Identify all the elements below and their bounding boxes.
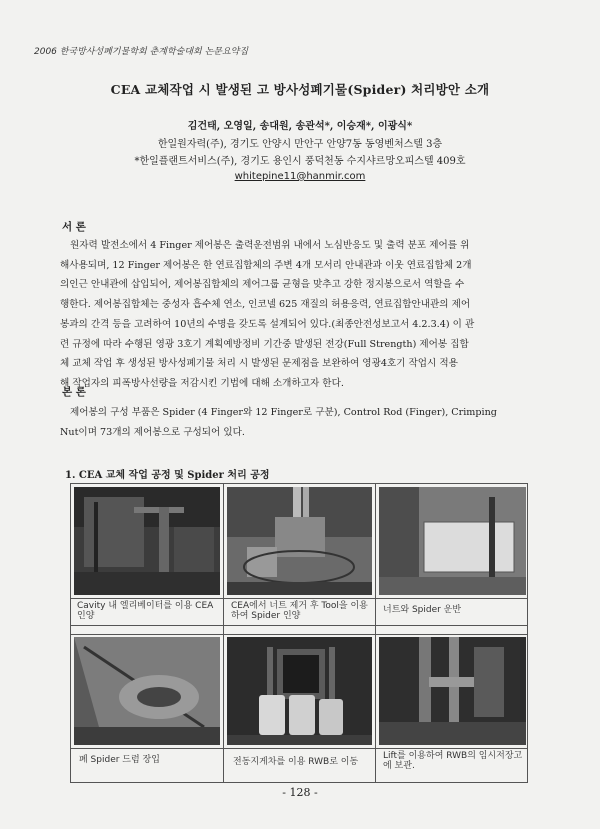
- photo-caption: 전동지게차를 이용 RWB로 이동: [233, 757, 359, 767]
- photo-table: [70, 483, 528, 783]
- intro-paragraph: [60, 236, 550, 394]
- body-line: Nut이며 73개의 제어봉으로 구성되어 있다.: [60, 426, 245, 438]
- affiliation-2: *한일플랜트서비스(주), 경기도 용인시 풍덕천동 수지샤르망오피스텔 409호: [134, 156, 466, 167]
- table-divider: [223, 484, 224, 782]
- intro-line: 원자력 발전소에서 4 Finger 제어봉은 출력운전범위 내에서 노심반응도 및 출력 분포 제어를 위: [70, 240, 470, 251]
- intro-line: 의인근 안내관에 삽입되어, 제어봉집합체의 제어그룹 균형을 맞추고 강한 정지봉으로서 역할을 수: [60, 279, 465, 291]
- intro-heading: 서 론: [62, 221, 86, 233]
- author-names: 김건태, 오영일, 송대원, 송관석*, 이승재*, 이광식*: [187, 121, 413, 132]
- process-subheading: 1. CEA 교체 작업 공정 및 Spider 처리 공정: [65, 470, 270, 481]
- intro-line: 봉과의 간격 등을 고려하여 10년의 수명을 갖도록 설계되어 있다.(최종안전성보고서 4.2.3.4) 이 관: [60, 318, 475, 330]
- photo-caption: 너트와 Spider 운반: [383, 605, 462, 615]
- intro-line: 행한다. 제어봉집합체는 중성자 흡수체 연소, 인코넬 625 재질의 허용응력, 연료집합안내관의 제어: [60, 299, 471, 311]
- photo-transport: [379, 487, 526, 595]
- photo-spider-lift: [227, 487, 372, 595]
- body-paragraph: [60, 403, 550, 442]
- body-heading: 본 론: [62, 386, 86, 398]
- intro-line: 해사용되며, 12 Finger 제어봉은 한 연료집합체의 주변 4개 모서리 안내관과 이웃 연료집합체 2개: [60, 259, 472, 271]
- photo-caption: Cavity 내 엘리베이터를 이용 CEA 인양: [77, 601, 214, 621]
- affiliation-1: 한일원자력(주), 경기도 안양시 만안구 안양7동 동영벤처스텔 3층: [157, 139, 443, 150]
- body-line: 제어봉의 구성 부품은 Spider (4 Finger와 12 Finger로 구분), Control Rod (Finger), Crimping: [70, 407, 497, 418]
- photo-cavity-elevator: [74, 487, 220, 595]
- photo-drum-loading: [74, 637, 220, 745]
- photo-caption: CEA에서 너트 제거 후 Tool을 이용하여 Spider 인양: [231, 601, 368, 621]
- photo-forklift: [227, 637, 372, 745]
- intro-line: 해 작업자의 피폭방사선량을 저감시킨 기법에 대해 소개하고자 한다.: [60, 377, 344, 389]
- table-divider: [375, 484, 376, 782]
- table-divider: [71, 625, 527, 626]
- author-email[interactable]: whitepine11@hanmir.com: [234, 171, 366, 182]
- photo-caption: 폐 Spider 드럼 장입: [79, 755, 160, 765]
- running-header: 2006 한국방사성폐기물학회 춘계학술대회 논문요약집: [34, 47, 249, 57]
- table-divider: [71, 748, 527, 749]
- table-divider: [71, 634, 527, 635]
- photo-lift-storage: [379, 637, 526, 745]
- paper-title: CEA 교체작업 시 발생된 고 방사성폐기물(Spider) 처리방안 소개: [110, 82, 490, 97]
- table-divider: [71, 598, 527, 599]
- page-number: - 128 -: [282, 786, 318, 799]
- intro-line: 련 규정에 따라 수행된 영광 3호기 계획예방정비 기간중 발생된 전강(Full Strength) 제어봉 집합: [60, 338, 469, 350]
- photo-caption: Lift를 이용하여 RWB의 임시저장고에 보관.: [383, 751, 523, 771]
- intro-line: 체 교체 작업 후 생성된 방사성폐기물 처리 시 발생된 문제점을 보완하여 영광4호기 작업시 적용: [60, 358, 458, 370]
